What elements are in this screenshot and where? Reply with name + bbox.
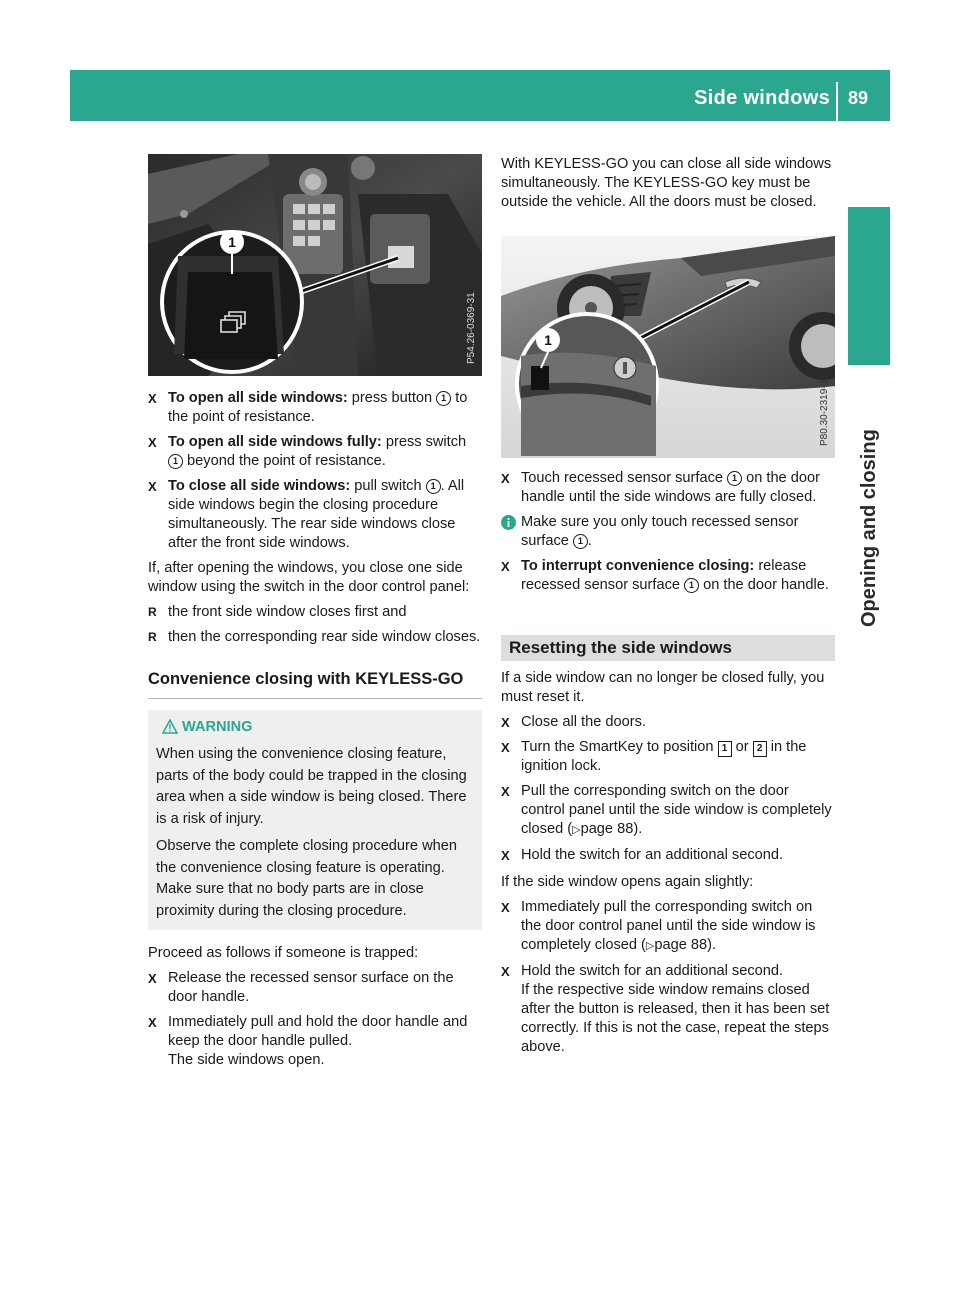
- warning-title: WARNING: [156, 718, 474, 736]
- page-title: Side windows: [694, 87, 830, 109]
- ref-arrow-icon: ▷: [645, 940, 655, 952]
- warning-text: Observe the complete closing procedure when the convenience closing feature is operating. Make sure that no body parts are in close proximity during the closing procedure.: [156, 838, 457, 919]
- step-open-all: X To open all side windows: press button 1 to the point of resistance.: [148, 389, 482, 427]
- ref-arrow-icon: ▷: [572, 824, 581, 836]
- figure-code: P80.30-2319-31: [819, 374, 830, 446]
- callout-1: 1: [684, 578, 699, 593]
- key-position-1: 1: [718, 741, 732, 757]
- step-pull-switch: X Pull the corresponding switch on the door control panel until the side window is completely closed (▷page 88).: [501, 782, 835, 840]
- page-reference[interactable]: page 88: [580, 821, 634, 837]
- info-icon: [501, 515, 516, 530]
- paragraph: If, after opening the windows, you close one side window using the switch in the door control panel:: [148, 560, 470, 595]
- callout-number: 1: [544, 332, 552, 348]
- key-position-2: 2: [753, 741, 767, 757]
- page-reference[interactable]: page 88: [654, 937, 708, 953]
- figure-console-photo: [148, 154, 482, 376]
- paragraph: Proceed as follows if someone is trapped:: [148, 945, 419, 961]
- warning-text: When using the convenience closing feature, parts of the body could be trapped in the closing area when a side window is being closed. There is a risk of injury.: [156, 746, 467, 827]
- step-hold-switch: X Hold the switch for an additional second.: [501, 846, 835, 865]
- step-immediately-pull: X Immediately pull the corresponding switch on the door control panel until the side window is completely closed (▷page 88).: [501, 898, 835, 956]
- warning-icon: [162, 719, 178, 734]
- step-pull-hold: X Immediately pull and hold the door handle and keep the door handle pulled. The side windows open.: [148, 1013, 482, 1070]
- bullet-item: R the front side window closes first and: [148, 603, 482, 622]
- bullet-item: R then the corresponding rear side window closes.: [148, 628, 482, 647]
- header-divider: [836, 82, 838, 121]
- paragraph: If a side window can no longer be closed fully, you must reset it.: [501, 670, 825, 705]
- callout-1: 1: [436, 391, 451, 406]
- right-column: [501, 469, 835, 1057]
- callout-1: 1: [573, 534, 588, 549]
- chapter-label: [846, 377, 892, 627]
- step-release: X Release the recessed sensor surface on the door handle.: [148, 969, 482, 1007]
- left-column: [148, 389, 482, 1070]
- step-close-all: X To close all side windows: pull switch 1 . All side windows begin the closing procedure simultaneously. The rear side windows close after the front side windows.: [148, 477, 482, 553]
- chapter-label-text: Opening and closing: [858, 429, 880, 627]
- figure-code: P54.26-0369-31: [466, 292, 477, 364]
- info-note: Make sure you only touch recessed sensor surface 1 .: [501, 513, 835, 551]
- step-close-doors: X Close all the doors.: [501, 713, 835, 732]
- page-number: 89: [848, 88, 869, 108]
- section-heading: Convenience closing with KEYLESS-GO: [148, 668, 482, 699]
- header-bar: [70, 70, 890, 121]
- step-hold-again: X Hold the switch for an additional second. If the respective side window remains closed after the button is released, then it has been set correctly. If this is not the case, repeat the steps above.: [501, 962, 835, 1057]
- step-interrupt: X To interrupt convenience closing: release recessed sensor surface 1 on the door handle.: [501, 557, 835, 595]
- paragraph: If the side window opens again slightly:: [501, 874, 754, 890]
- figure-door-handle-photo: [501, 236, 835, 458]
- paragraph: With KEYLESS-GO you can close all side windows simultaneously. The KEYLESS-GO key must be outside the vehicle. All the doors must be closed.: [501, 156, 832, 210]
- section-heading: Resetting the side windows: [501, 635, 835, 661]
- callout-number: 1: [228, 234, 236, 250]
- step-touch-sensor: X Touch recessed sensor surface 1 on the door handle until the side windows are fully closed.: [501, 469, 835, 507]
- step-turn-key: X Turn the SmartKey to position 1 or 2 in the ignition lock.: [501, 738, 835, 776]
- callout-1: 1: [727, 471, 742, 486]
- callout-1: 1: [426, 479, 441, 494]
- chapter-tab: [848, 207, 890, 365]
- right-column-intro: [501, 155, 835, 212]
- warning-box: [148, 710, 482, 930]
- step-open-fully: X To open all side windows fully: press switch 1 beyond the point of resistance.: [148, 433, 482, 471]
- callout-1: 1: [168, 454, 183, 469]
